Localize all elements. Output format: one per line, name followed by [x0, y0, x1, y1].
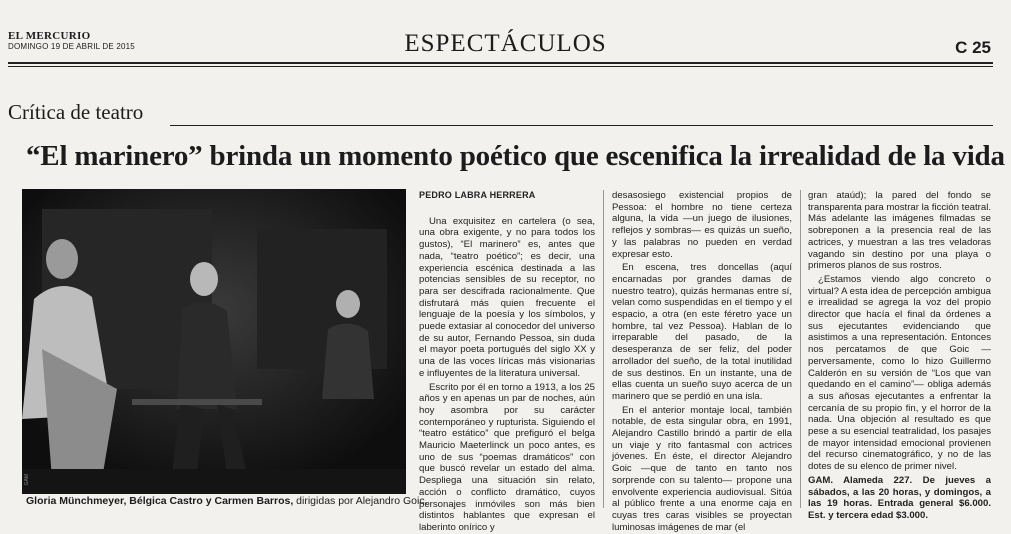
header-rule-top	[8, 62, 993, 64]
caption-rest: dirigidas por Alejandro Goic.	[293, 495, 428, 507]
section-title: ESPECTÁCULOS	[404, 30, 607, 57]
paragraph: Escrito por él en torno a 1913, a los 25 años y en apenas un par de noches, aún hoy asombra por su carácter contemporáneo y rupturista. Siguiendo el “teatro estático” que prefiguró el belga Mauricio Maeterlinck un poco antes, es uno de sus “poemas dramáticos” con que buscó revelar un estado del alma. Despliega una situación sin relato, acción o conflicto dramático, cuyos personajes inmóviles son más bien distintos hablantes que expresan el laberinto onírico y	[419, 381, 595, 533]
paragraph: En escena, tres doncellas (aquí encarnadas por grandes damas de nuestro teatro), quizás hermanas entre sí, velan como suspendidas en el tiempo y el espacio, a otra (en este féretro yace un hombre, tal vez Pessoa). Hablan de lo irreparable del pasado, de la desesperanza de ser feliz, del poder arrollador del sueño, de la total inutilidad de sus destinos. En un instante, una de ellas cuenta un sueño suyo acerca de un marinero que se perdió en una isla.	[612, 262, 792, 402]
article-column-2	[612, 190, 792, 533]
masthead-date: DOMINGO 19 DE ABRIL DE 2015	[8, 42, 135, 51]
masthead-name: EL MERCURIO	[8, 30, 91, 42]
caption-names: Gloria Münchmeyer, Bélgica Castro y Carmen Barros,	[26, 495, 294, 507]
paragraph: gran ataúd); la pared del fondo se transparenta para mostrar la ficción teatral. Más adelante las imágenes filmadas se sobreponen a la presencia real de las actrices, y muestran a las tres veladoras vagando sin destino por una playa o primeros planos de sus rostros.	[808, 190, 991, 272]
event-info: GAM. Alameda 227. De jueves a sábados, a las 20 horas, y domingos, a las 19 horas. Entrada general $6.000. Est. y tercera edad $3.000.	[808, 474, 991, 521]
paragraph: ¿Estamos viendo algo concreto o virtual? A esta idea de percepción ambigua e irrealidad se agrega la voz del propio director que hacía el final da órdenes a sus ejecutantes evidenciando que asistimos a una representación. Entonces nos percatamos de que Goic —perversamente, como lo hizo Guillermo Calderón en su versión de “Los que van quedando en el camino”— obliga además a sus añosas ejecutantes a enfrentar la cercanía de su propio fin, y el horror de la nada. Una objeción al resultado es que pese a su esencial teatralidad, los pasajes de mayor intensidad emocional provienen del recurso cinematográfico, y no de las dotes de su elenco de primer nivel.	[808, 273, 991, 473]
column-divider	[800, 190, 801, 508]
byline: PEDRO LABRA HERRERA	[419, 190, 536, 200]
page-number: C 25	[955, 38, 991, 57]
article-column-1	[419, 190, 595, 533]
paragraph: desasosiego existencial propios de Pessoa: el hombre no tiene certeza alguna, la vida —un juego de ilusiones, reflejos y sombras— es quizás un sueño, y las palabras no pueden en verdad expresar esto.	[612, 190, 792, 260]
kicker-rule	[170, 125, 993, 126]
stage-photo-illustration	[22, 189, 406, 494]
article-photo	[22, 189, 406, 494]
paragraph: En el anterior montaje local, también notable, de esta singular obra, en 1991, Alejandro Castillo brindó a partir de ella un viaje y rito fantasmal con actrices jóvenes. En éste, el director Alejandro Goic —que de tanto en tanto nos sorprende con su talento— propone una envolvente experiencia audiovisual. Sitúa al público frente a una enorme caja en cuyas tres caras visibles se proyectan luminosas imágenes de mar (el	[612, 404, 792, 533]
article-column-3	[808, 190, 991, 521]
column-divider	[603, 190, 604, 508]
header-rule-bottom	[8, 66, 993, 67]
paragraph: Una exquisitez en cartelera (o sea, una obra exigente, y no para todos los gustos), “El marinero” es, antes que nada, “teatro poético”; es decir, una experiencia escénica destinada a las potencias sensibles de su receptor, no para ser descifrada racionalmente. Que disfrutará más quien frecuente el lenguaje de la poesía y los símbolos, y puede extasiar al conocedor del universo de su autor, Fernando Pessoa, sin duda el mayor poeta portugués del siglo XX y una de las voces líricas más visionarias e influyentes de la literatura universal.	[419, 215, 595, 379]
headline: “El marinero” brinda un momento poético que escenifica la irrealidad de la vida	[26, 140, 1005, 172]
photo-credit: GAM	[24, 474, 30, 486]
kicker: Crítica de teatro	[8, 100, 144, 124]
photo-caption	[26, 495, 428, 507]
